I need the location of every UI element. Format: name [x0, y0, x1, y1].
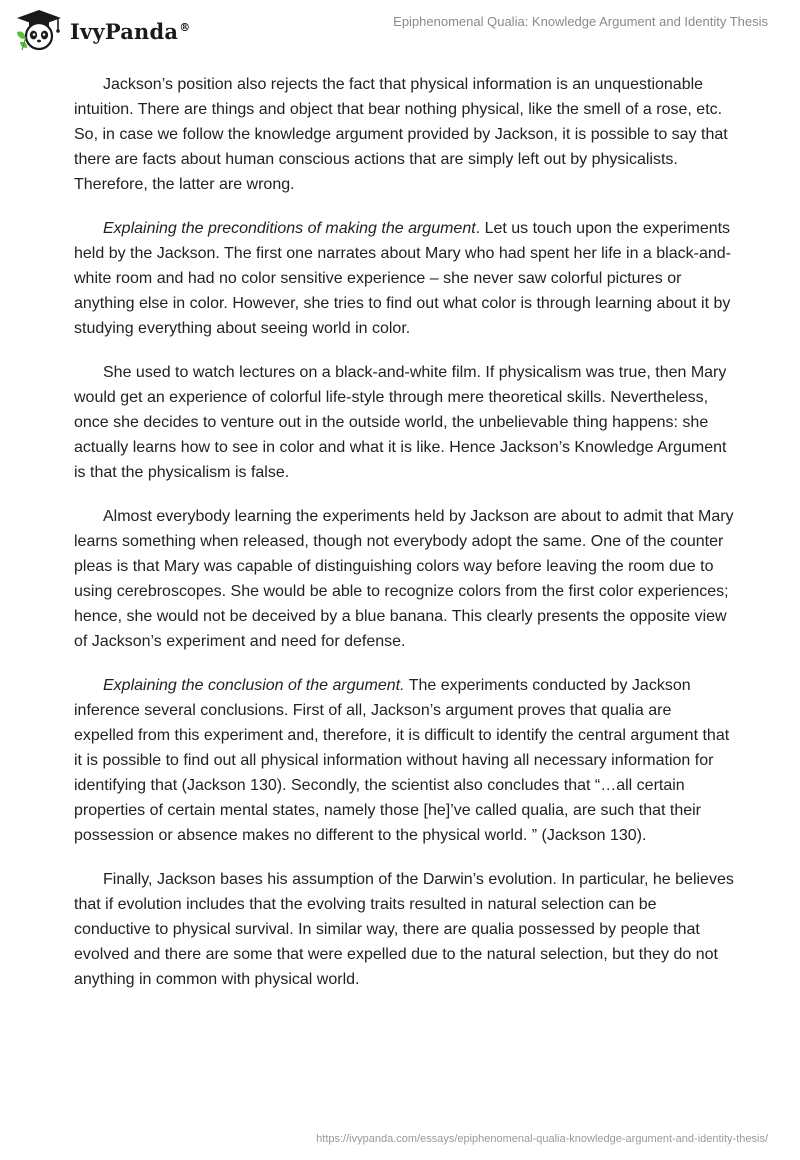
panda-graduate-icon: [14, 8, 64, 52]
paragraph: Explaining the conclusion of the argument. The experiments conducted by Jackson inference several conclusions. First of all, Jackson’s argument proves that qualia are expelled from this experiment and, therefore, it is difficult to identify the central argument that it is possible to find out all physical information without having all necessary information for identifying that (Jackson 130). Secondly, the scientist also concludes that “…all certain properties of certain mental states, namely those [he]’ve called qualia, are such that their possession or absence makes no different to the physical world. ” (Jackson 130).: [74, 677, 730, 844]
paragraph: Finally, Jackson bases his assumption of the Darwin’s evolution. In particular, he believes that if evolution includes that the evolving traits resulted in natural selection can be conductive to physical survival. In similar way, there are qualia possessed by people that evolved and there are some that were expelled due to the natural selection, but they do not anything in common with physical world.: [74, 871, 734, 988]
document-title: Epiphenomenal Qualia: Knowledge Argument and Identity Thesis: [393, 14, 768, 29]
paragraph: Jackson’s position also rejects the fact that physical information is an unquestionable intuition. There are things and object that bear nothing physical, like the smell of a rose, etc. So, in case we follow the knowledge argument provided by Jackson, it is possible to say that there are facts about human conscious actions that are simply left out by physicalists. Therefore, the latter are wrong.: [74, 76, 728, 193]
source-url[interactable]: https://ivypanda.com/essays/epiphenomenal-qualia-knowledge-argument-and-identity-thesis/: [316, 1133, 768, 1145]
paragraph-lead: Explaining the preconditions of making the argument: [103, 220, 476, 237]
paragraph: She used to watch lectures on a black-and-white film. If physicalism was true, then Mary would get an experience of colorful life-style through mere theoretical skills. Nevertheless, once she decides to venture out in the outside world, the unbelievable thing happens: she actually learns how to see in color and what it is like. Hence Jackson’s Knowledge Argument is that the physicalism is false.: [74, 364, 727, 481]
brand-logo[interactable]: [14, 8, 190, 52]
paragraph: Explaining the preconditions of making the argument. Let us touch upon the experiments held by the Jackson. The first one narrates about Mary who had spent her life in a black-and-white room and had no color sensitive experience – she never saw colorful pictures or anything else in color. However, she tries to find out what color is through learning about it by studying everything about seeing world in color.: [74, 220, 731, 337]
page-header: [0, 0, 800, 60]
paragraph-lead: Explaining the conclusion of the argument.: [103, 677, 405, 694]
paragraph: Almost everybody learning the experiments held by Jackson are about to admit that Mary learns something when released, though not everybody adopt the same. One of the counter pleas is that Mary was capable of distinguishing colors way before leaving the room due to using cerebroscopes. She would be able to recognize colors from the first color experiences; hence, she would not be deceived by a blue banana. This clearly presents the opposite view of Jackson’s experiment and need for defense.: [74, 508, 734, 650]
essay-body: [74, 72, 734, 1011]
brand-name: IvyPanda®: [70, 18, 191, 44]
